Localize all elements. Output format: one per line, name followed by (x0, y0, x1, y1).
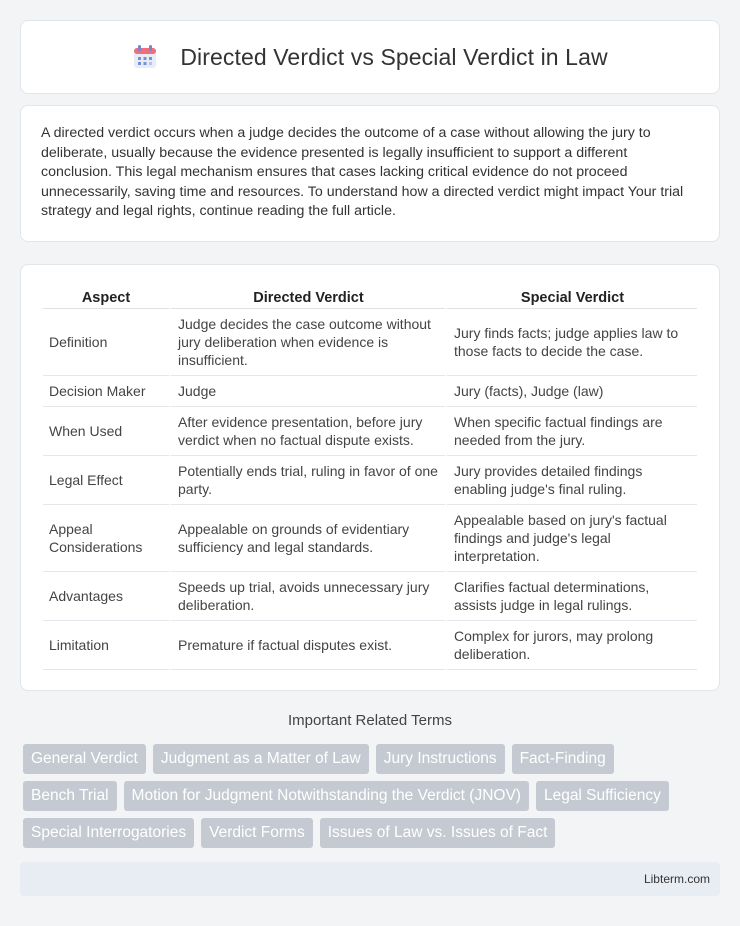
table-cell: Advantages (43, 572, 169, 621)
related-terms-list (23, 744, 723, 855)
table-row (43, 621, 697, 670)
table-cell: Potentially ends trial, ruling in favor of one party. (169, 456, 445, 505)
header-card (20, 20, 720, 94)
table-cell: Complex for jurors, may prolong deliberation. (445, 621, 697, 670)
table-row (43, 456, 697, 505)
table-row (43, 376, 697, 407)
table-cell: Appealable on grounds of evidentiary sufficiency and legal standards. (169, 505, 445, 572)
footer-site-link[interactable]: Libterm.com (643, 872, 710, 886)
column-header: Special Verdict (445, 283, 697, 309)
related-term-tag[interactable]: Jury Instructions (376, 744, 505, 774)
table-cell: Premature if factual disputes exist. (169, 621, 445, 670)
related-term-tag[interactable]: Special Interrogatories (23, 818, 194, 848)
table-cell: When specific factual findings are needed from the jury. (445, 407, 697, 456)
table-cell: Jury finds facts; judge applies law to those facts to decide the case. (445, 309, 697, 376)
table-cell: After evidence presentation, before jury verdict when no factual dispute exists. (169, 407, 445, 456)
footer-bar (20, 862, 720, 896)
table-cell: Speeds up trial, avoids unnecessary jury deliberation. (169, 572, 445, 621)
related-term-tag[interactable]: Motion for Judgment Notwithstanding the Verdict (JNOV) (124, 781, 529, 811)
table-row (43, 309, 697, 376)
table-cell: Judge (169, 376, 445, 407)
table-cell: When Used (43, 407, 169, 456)
related-term-tag[interactable]: General Verdict (23, 744, 146, 774)
comparison-table-card (20, 264, 720, 691)
related-term-tag[interactable]: Issues of Law vs. Issues of Fact (320, 818, 556, 848)
table-cell: Limitation (43, 621, 169, 670)
page-title: Directed Verdict vs Special Verdict in Law (180, 43, 608, 70)
intro-text: A directed verdict occurs when a judge decides the outcome of a case without allowing the jury to deliberate, usually because the evidence presented is legally insufficient to support a different conclusion. This legal mechanism ensures that cases lacking critical evidence do not proceed unnecessarily, saving time and resources. To understand how a directed verdict might impact Your trial strategy and legal rights, continue reading the full article. (41, 125, 684, 220)
related-terms-title: Important Related Terms (288, 712, 452, 729)
related-term-tag[interactable]: Verdict Forms (201, 818, 313, 848)
table-cell: Judge decides the case outcome without jury deliberation when evidence is insufficient. (169, 309, 445, 376)
related-term-tag[interactable]: Judgment as a Matter of Law (153, 744, 369, 774)
table-cell: Definition (43, 309, 169, 376)
table-cell: Appealable based on jury's factual findings and judge's legal interpretation. (445, 505, 697, 572)
table-cell: Legal Effect (43, 456, 169, 505)
table-cell: Jury (facts), Judge (law) (445, 376, 697, 407)
comparison-table (43, 283, 697, 670)
table-row (43, 572, 697, 621)
table-cell: Appeal Considerations (43, 505, 169, 572)
related-term-tag[interactable]: Legal Sufficiency (536, 781, 669, 811)
related-term-tag[interactable]: Fact-Finding (512, 744, 614, 774)
calendar-icon (132, 44, 158, 70)
table-row (43, 505, 697, 572)
column-header: Directed Verdict (169, 283, 445, 309)
table-cell: Decision Maker (43, 376, 169, 407)
column-header: Aspect (43, 283, 169, 309)
table-cell: Jury provides detailed findings enabling judge's final ruling. (445, 456, 697, 505)
table-row (43, 407, 697, 456)
related-term-tag[interactable]: Bench Trial (23, 781, 117, 811)
table-cell: Clarifies factual determinations, assists judge in legal rulings. (445, 572, 697, 621)
table-header-row (43, 283, 697, 309)
intro-card (20, 105, 720, 242)
